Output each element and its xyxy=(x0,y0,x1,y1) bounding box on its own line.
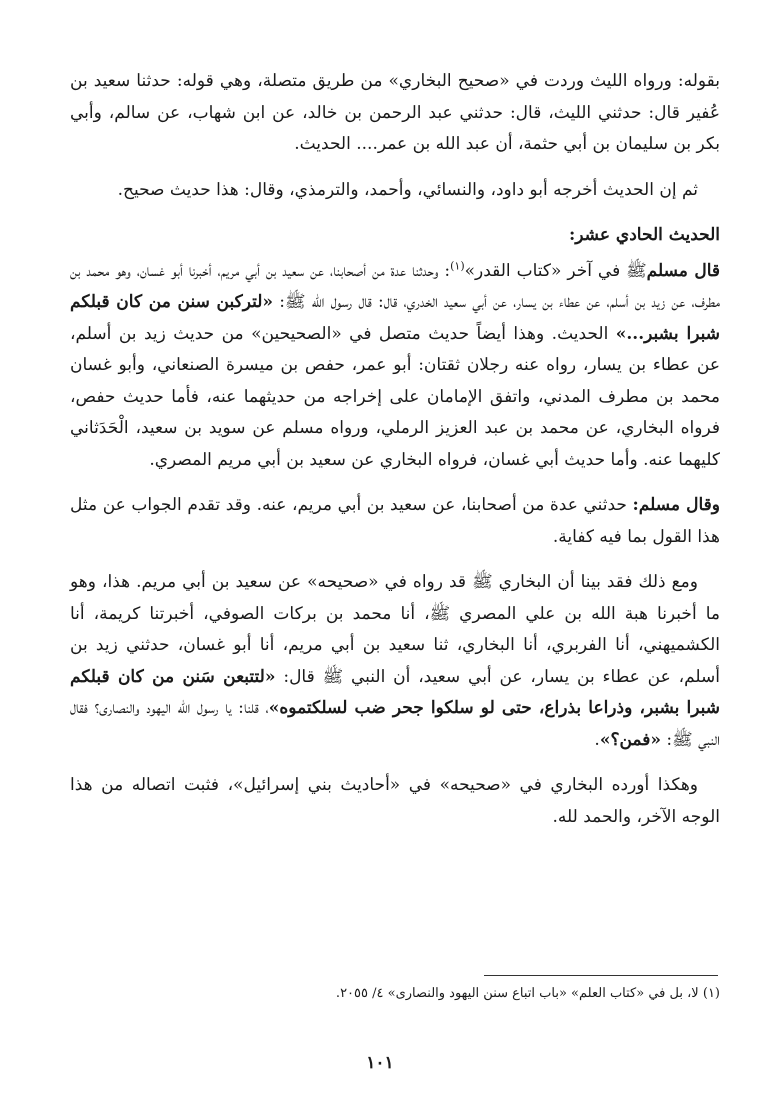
paragraph-3-part2: : وحدثنا عدة من أصحابنا، عن سعيد بن أبي مريم، أخبرنا أبو غسان، وهو محمد بن مطرف، عن زيد بن أسلم، عن عطاء بن يسار، عن أبي سعيد الخدري، قال: قال رسول الله ﷺ: xyxy=(70,260,721,312)
paragraph-3-part3: الحديث. وهذا أيضاً حديث متصل في «الصحيحين» من حديث زيد بن أسلم، عن عطاء بن يسار، رواه عنه رجلان ثقتان: أبو عمر، حفص بن ميسرة الصنعاني، وأبو غسان محمد بن مطرف المدني، واتفق الإمامان على إخراجه من حديثهما عنه، فأما حديث حفص، فرواه البخاري، عن محمد بن عبد العزيز الرملي، ورواه مسلم عن سويد بن سعيد، الْحَدَثاني كليهما عنه. وأما حديث أبي غسان، فرواه البخاري عن سعيد بن أبي مريم المصري. xyxy=(70,323,720,470)
footnote: (١) لا، بل في «كتاب العلم» «باب اتباع سنن اليهود والنصارى» ٤/ ٢٠٥٥. xyxy=(335,986,720,1001)
footnote-divider xyxy=(484,975,718,976)
paragraph-3-lead: قال مسلم xyxy=(646,260,721,281)
hadith-quote-1: «لتركبن سنن من كان قبلكم شبرا بشبر...» xyxy=(70,292,721,344)
hadith-quote-3: «فمن؟» xyxy=(599,729,661,750)
paragraph-5 xyxy=(70,567,720,756)
paragraph-4-lead: وقال مسلم: xyxy=(632,495,720,515)
paragraph-3-part1: ﷺ في آخر «كتاب القدر» xyxy=(464,260,647,281)
footnote-marker: (١) xyxy=(450,258,465,272)
page-number: ١٠١ xyxy=(366,1053,394,1073)
paragraph-5-end: . xyxy=(594,729,600,750)
paragraph-5-part1: ومع ذلك فقد بينا أن البخاري ﷺ قد رواه في «صحيحه» عن سعيد بن أبي مريم. هذا، وهو ما أخبرنا هبة الله بن علي المصري ﷺ، أنا محمد بن بركات الصوفي، أخبرتنا كريمة، أنا الكشميهني، أنا الفربري، أنا البخاري، ثنا سعيد بن أبي مريم، أنا أبو غسان، حدثني زيد بن أسلم، عن عطاء بن يسار، عن أبي سعيد، أن النبي ﷺ قال: xyxy=(70,572,720,687)
paragraph-4 xyxy=(70,490,720,553)
paragraph-6: وهكذا أورده البخاري في «صحيحه» في «أحاديث بني إسرائيل»، فثبت اتصاله من هذا الوجه الآخر، والحمد لله. xyxy=(70,775,720,827)
paragraph-5-part2: ، قلنا: يا رسول الله اليهود والنصارى؟ فقال النبي ﷺ: xyxy=(70,698,720,750)
section-heading: الحديث الحادي عشر: xyxy=(569,225,720,245)
paragraph-3 xyxy=(70,256,720,477)
hadith-quote-2: «لتتبعن سَنن من كان قبلكم شبرا بشبر، وذراعا بذراع، حتى لو سلكوا جحر ضب لسلكتموه» xyxy=(70,666,720,718)
paragraph-4-rest: حدثني عدة من أصحابنا، عن سعيد بن أبي مريم، عنه. وقد تقدم الجواب عن مثل هذا القول بما فيه كفاية. xyxy=(70,495,720,547)
paragraph-1: بقوله: ورواه الليث وردت في «صحيح البخاري» من طريق متصلة، وهي قوله: حدثنا سعيد بن عُفير قال: حدثني الليث، قال: حدثني عبد الرحمن بن خالد، عن ابن شهاب، عن سالم، وأبي بكر بن سليمان بن أبي حثمة، أن عبد الله بن عمر.... الحديث. xyxy=(70,71,720,154)
paragraph-2: ثم إن الحديث أخرجه أبو داود، والنسائي، وأحمد، والترمذي، وقال: هذا حديث صحيح. xyxy=(117,179,698,200)
main-text xyxy=(70,66,720,847)
